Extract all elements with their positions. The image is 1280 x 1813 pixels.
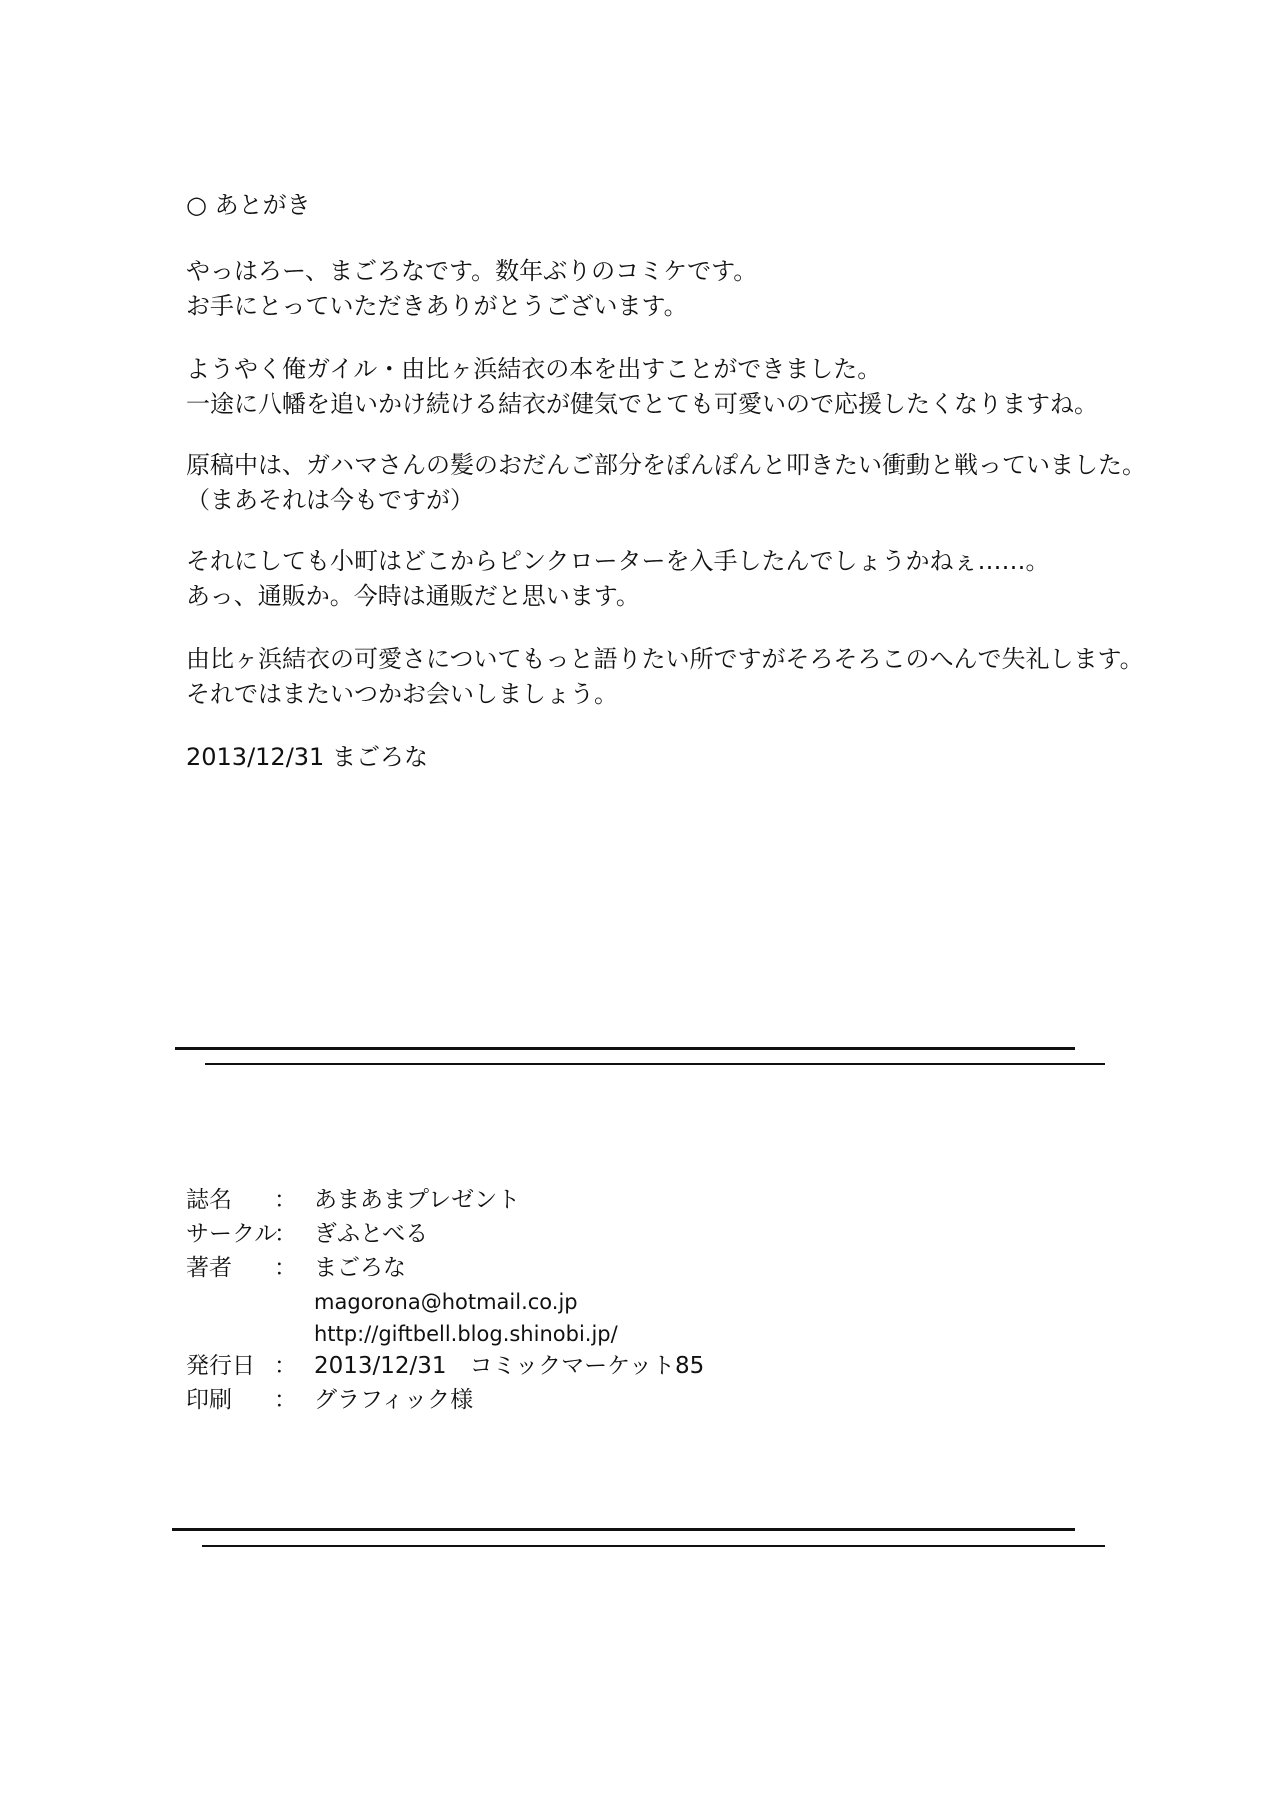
email-text: magorona@hotmail.co.jp [314, 1290, 578, 1314]
colophon-value: グラフィック様 [314, 1387, 474, 1413]
afterword-signature: 2013/12/31 まごろな [186, 743, 428, 771]
divider-line-lower-1 [172, 1528, 1075, 1531]
afterword-paragraph-5 [186, 642, 1144, 711]
paragraph-line: やっはろー、まごろなです。数年ぶりのコミケです。 [186, 257, 758, 285]
colophon-label: 印刷 [186, 1387, 232, 1413]
paragraph-line: 一途に八幡を追いかけ続ける結衣が健気でとても可愛いので応援したくなりますね。 [186, 389, 1098, 418]
paragraph-line: 原稿中は、ガハマさんの髪のおだんご部分をぽんぽんと叩きたい衝動と戦っていました。 [186, 451, 1146, 479]
colophon-label: サークル [186, 1221, 278, 1247]
afterword-heading: ○ あとがき [186, 191, 311, 219]
paragraph-line: お手にとっていただきありがとうございます。 [186, 291, 688, 320]
colophon-label: 誌名 [186, 1187, 232, 1213]
afterword-paragraph-3 [186, 448, 1146, 517]
afterword-paragraph-1 [186, 254, 757, 323]
paragraph-line: ようやく俺ガイル・由比ヶ浜結衣の本を出すことができました。 [186, 355, 882, 383]
colophon-value: ぎふとべる [314, 1221, 429, 1247]
paragraph-line: （まあそれは今もですが） [186, 485, 474, 514]
website-url: http://giftbell.blog.shinobi.jp/ [314, 1322, 618, 1346]
paragraph-line: それにしても小町はどこからピンクローターを入手したんでしょうかねぇ……。 [186, 547, 1050, 575]
divider-line-upper-2 [205, 1063, 1105, 1065]
colophon-separator: ： [274, 1255, 297, 1281]
paragraph-line: 由比ヶ浜結衣の可愛さについてもっと語りたい所ですがそろそろこのへんで失礼します。 [186, 645, 1144, 673]
colophon-value: あまあまプレゼント [314, 1187, 521, 1213]
colophon-label: 発行日 [186, 1353, 255, 1379]
colophon-label: 著者 [186, 1255, 232, 1281]
colophon-separator: ： [274, 1187, 297, 1213]
colophon-separator: ： [274, 1387, 297, 1413]
colophon-separator: ： [274, 1221, 297, 1247]
divider-line-upper-1 [175, 1047, 1075, 1050]
paragraph-line: それではまたいつかお会いしましょう。 [186, 679, 618, 708]
divider-line-lower-2 [202, 1545, 1105, 1547]
afterword-paragraph-4 [186, 544, 1050, 613]
colophon-value: まごろな [314, 1255, 406, 1281]
colophon-separator: ： [274, 1353, 297, 1379]
colophon-value: 2013/12/31 コミックマーケット85 [314, 1353, 705, 1379]
afterword-paragraph-2 [186, 352, 1098, 421]
paragraph-line: あっ、通販か。今時は通販だと思います。 [186, 581, 640, 610]
